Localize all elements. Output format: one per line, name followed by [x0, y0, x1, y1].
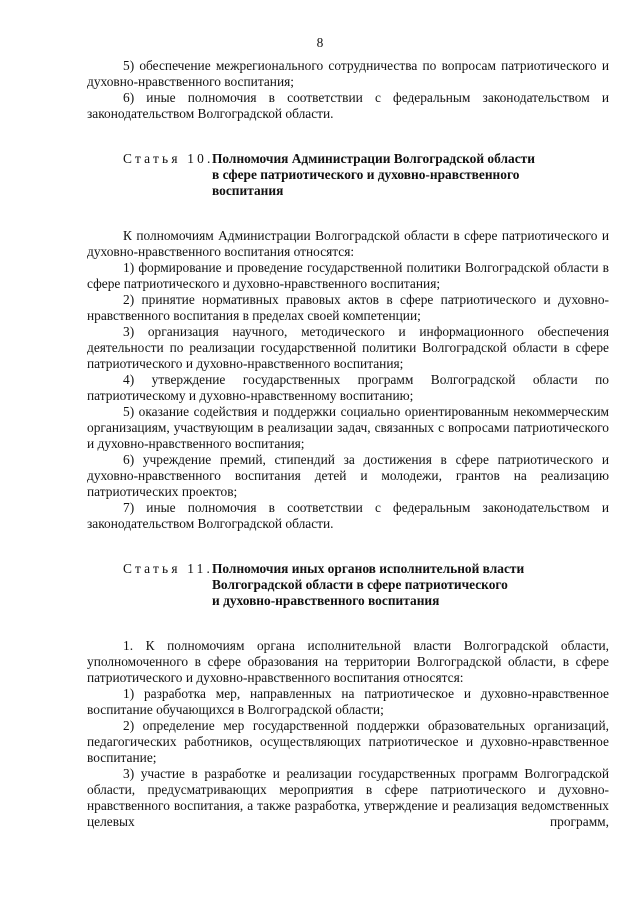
list-item: 6) иные полномочия в соответствии с федеральным законодательством и законодательством Волгоградской области.: [87, 90, 609, 121]
article-intro: 1. К полномочиям органа исполнительной власти Волгоградской области, уполномоченного в сфере образования на территории Волгоградской области, в сфере патриотического и духовно-нравственного воспитания относятся:: [87, 638, 609, 685]
list-item: 4) утверждение государственных программ Волгоградской области по патриотическому и духовно-нравственному воспитанию;: [87, 372, 609, 403]
article-intro: К полномочиям Администрации Волгоградской области в сфере патриотического и духовно-нравственного воспитания относятся:: [87, 228, 609, 259]
list-item: 1) разработка мер, направленных на патриотическое и духовно-нравственное воспитание обучающихся в Волгоградской области;: [87, 686, 609, 717]
list-item: 5) оказание содействия и поддержки социально ориентированным некоммерческим организациям, участвующим в реализации задач, связанных с вопросами патриотического и духовно-нравственного воспитания;: [87, 404, 609, 451]
list-item: 2) определение мер государственной поддержки образовательных организаций, педагогических работников, осуществляющих патриотическое и духовно-нравственное воспитание;: [87, 718, 609, 765]
document-page: [87, 0, 609, 830]
list-item: 6) учреждение премий, стипендий за достижения в сфере патриотического и духовно-нравственного воспитания детей и молодежи, грантов на реализацию патриотических проектов;: [87, 452, 609, 499]
page-number: 8: [316, 35, 324, 50]
article-title-line: и духовно-нравственного воспитания: [212, 593, 440, 608]
article-10-heading: [87, 151, 609, 199]
article-title-line: в сфере патриотического и духовно-нравственного: [212, 167, 520, 182]
list-item: 2) принятие нормативных правовых актов в сфере патриотического и духовно-нравственного воспитания в пределах своей компетенции;: [87, 292, 609, 323]
list-item: 3) организация научного, методического и информационного обеспечения деятельности по реализации государственной политики Волгоградской области в сфере патриотического и духовно-нравственного воспитания;: [87, 324, 609, 371]
article-title-line: воспитания: [212, 183, 284, 198]
article-title-line: Полномочия иных органов исполнительной власти: [212, 561, 525, 576]
list-item: 1) формирование и проведение государственной политики Волгоградской области в сфере патриотического и духовно-нравственного воспитания;: [87, 260, 609, 291]
list-item: 5) обеспечение межрегионального сотрудничества по вопросам патриотического и духовно-нравственного воспитания;: [87, 58, 609, 89]
article-label: Статья 10.: [123, 151, 214, 166]
list-item: 7) иные полномочия в соответствии с федеральным законодательством и законодательством Волгоградской области.: [87, 500, 609, 531]
article-title-line: Полномочия Администрации Волгоградской области: [212, 151, 535, 166]
article-11-heading: [87, 561, 609, 609]
article-label: Статья 11.: [123, 561, 214, 576]
article-title-line: Волгоградской области в сфере патриотического: [212, 577, 508, 592]
list-item: 3) участие в разработке и реализации государственных программ Волгоградской области, предусматривающих мероприятия в сфере патриотического и духовно-нравственного воспитания, а также разработка, утверждение и реализация ведомственных целевых программ,: [87, 766, 609, 829]
